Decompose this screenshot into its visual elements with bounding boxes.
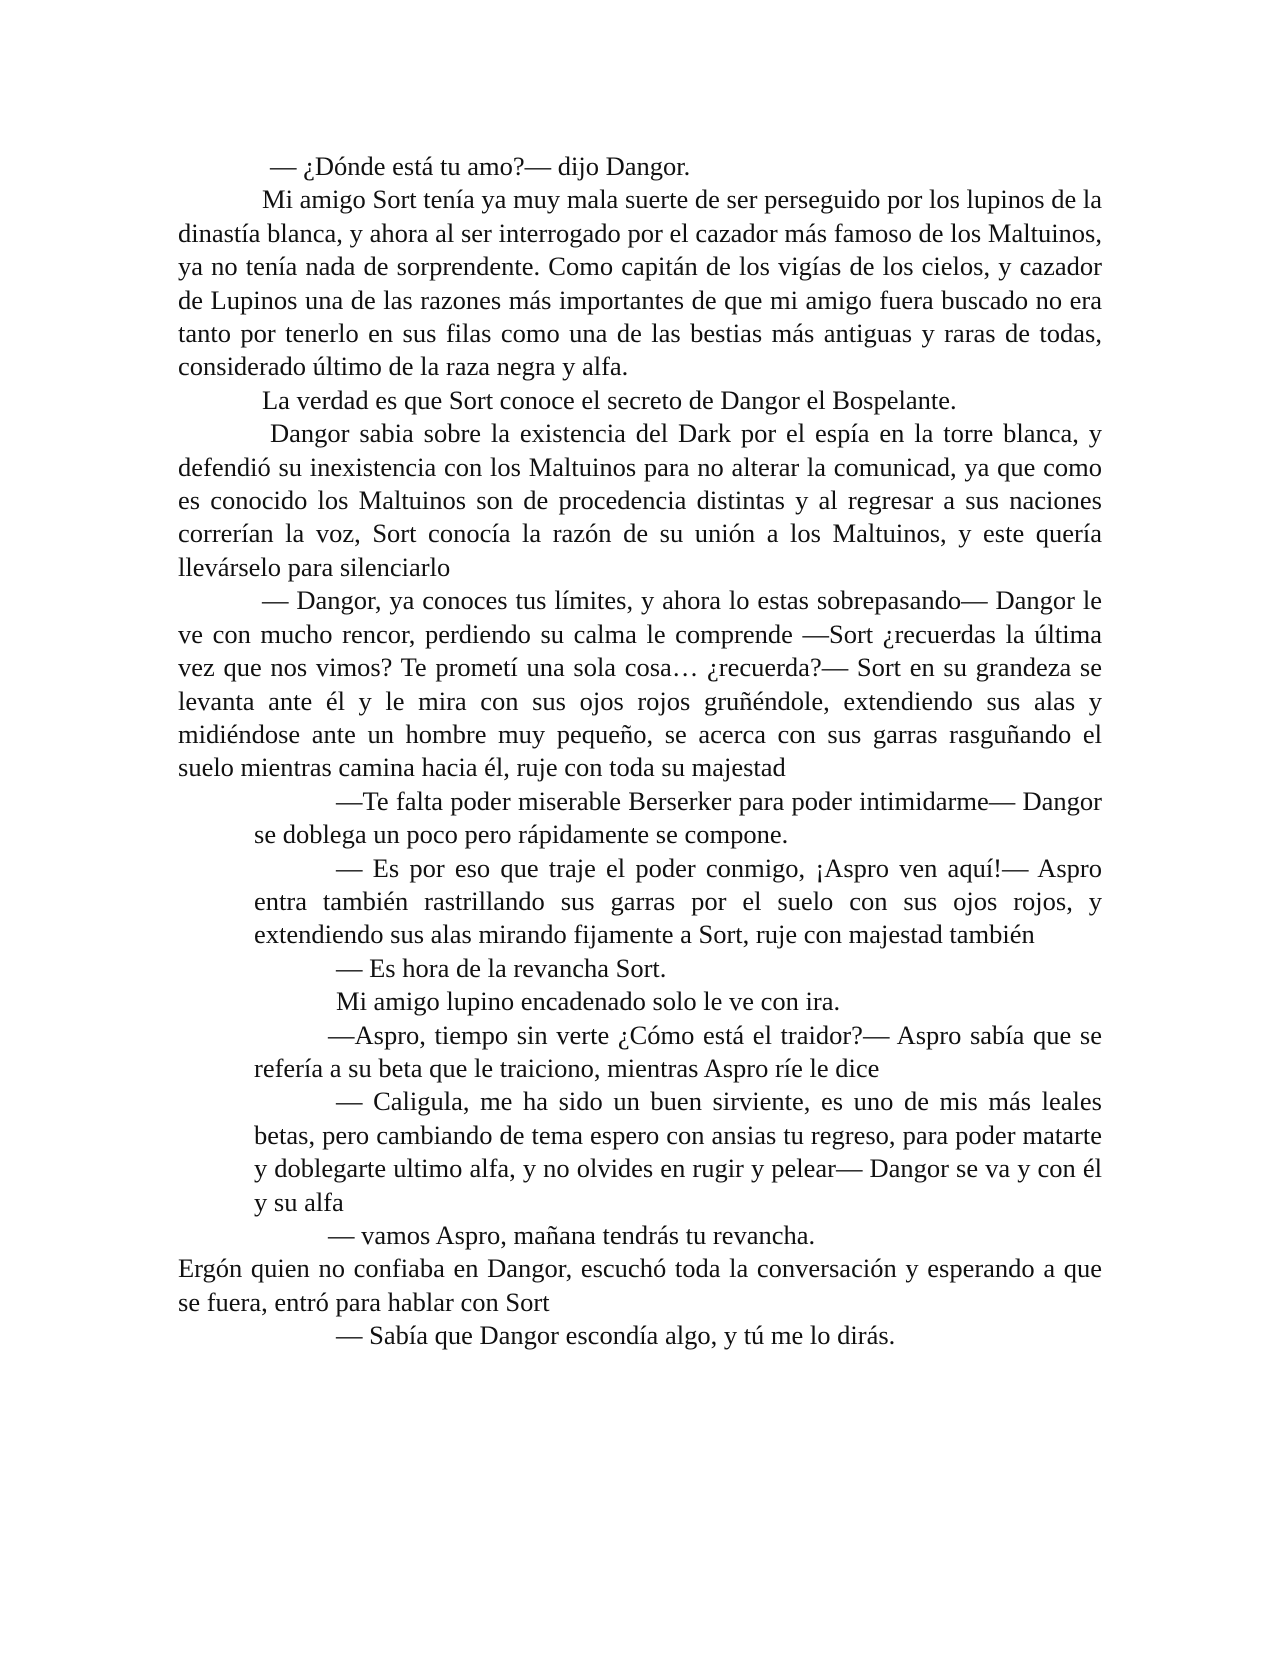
paragraph-11: — Caligula, me ha sido un buen sirviente, es uno de mis más leales betas, pero cambiando de tema espero con ansias tu regreso, para poder matarte y doblegarte ultimo alfa, y no olvides en rugir y pelear— Dangor se va y con él y su alfa (254, 1086, 1102, 1217)
paragraph-4: Dangor sabia sobre la existencia del Dark por el espía en la torre blanca, y defendió su inexistencia con los Maltuinos para no alterar la comunicad, ya que como es conocido los Maltuinos son de procedencia distintas y al regresar a sus naciones correrían la voz, Sort conocía la razón de su unión a los Maltuinos, y este quería llevárselo para silenciarlo (178, 418, 1102, 582)
paragraph-7: — Es por eso que traje el poder conmigo, ¡Aspro ven aquí!— Aspro entra también rastrillando sus garras por el suelo con sus ojos rojos, y extendiendo sus alas mirando fijamente a Sort, ruje con majestad también (254, 852, 1102, 950)
document-body (178, 150, 1102, 1353)
paragraph-12: — vamos Aspro, mañana tendrás tu revancha. (328, 1220, 816, 1250)
paragraph-5: — Dangor, ya conoces tus límites, y ahora lo estas sobrepasando— Dangor le ve con mucho rencor, perdiendo su calma le comprende —Sort ¿recuerdas la última vez que nos vimos? Te prometí una sola cosa… ¿recuerda?— Sort en su grandeza se levanta ante él y le mira con sus ojos rojos gruñéndole, extendiendo sus alas y midiéndose ante un hombre muy pequeño, se acerca con sus garras rasguñando el suelo mientras camina hacia él, ruje con toda su majestad (178, 585, 1102, 783)
paragraph-10: —Aspro, tiempo sin verte ¿Cómo está el traidor?— Aspro sabía que se refería a su beta que le traiciono, mientras Aspro ríe le dice (254, 1019, 1102, 1083)
paragraph-1: — ¿Dónde está tu amo?— dijo Dangor. (270, 151, 691, 181)
paragraph-14: — Sabía que Dangor escondía algo, y tú me lo dirás. (336, 1320, 896, 1351)
paragraph-13: Ergón quien no confiaba en Dangor, escuchó toda la conversación y esperando a que se fuera, entró para hablar con Sort (178, 1253, 1102, 1317)
paragraph-8: — Es hora de la revancha Sort. (336, 952, 667, 983)
paragraph-2: Mi amigo Sort tenía ya muy mala suerte de ser perseguido por los lupinos de la dinastía blanca, y ahora al ser interrogado por el cazador más famoso de los Maltuinos, ya no tenía nada de sorprendente. Como capitán de los vigías de los cielos, y cazador de Lupinos una de las razones más importantes de que mi amigo fuera buscado no era tanto por tenerlo en sus filas como una de las bestias más antiguas y raras de todas, considerado último de la raza negra y alfa. (178, 184, 1102, 382)
paragraph-6: —Te falta poder miserable Berserker para poder intimidarme— Dangor se doblega un poco pero rápidamente se compone. (254, 785, 1102, 850)
paragraph-3: La verdad es que Sort conoce el secreto de Dangor el Bospelante. (262, 384, 957, 415)
paragraph-9: Mi amigo lupino encadenado solo le ve con ira. (336, 986, 841, 1017)
